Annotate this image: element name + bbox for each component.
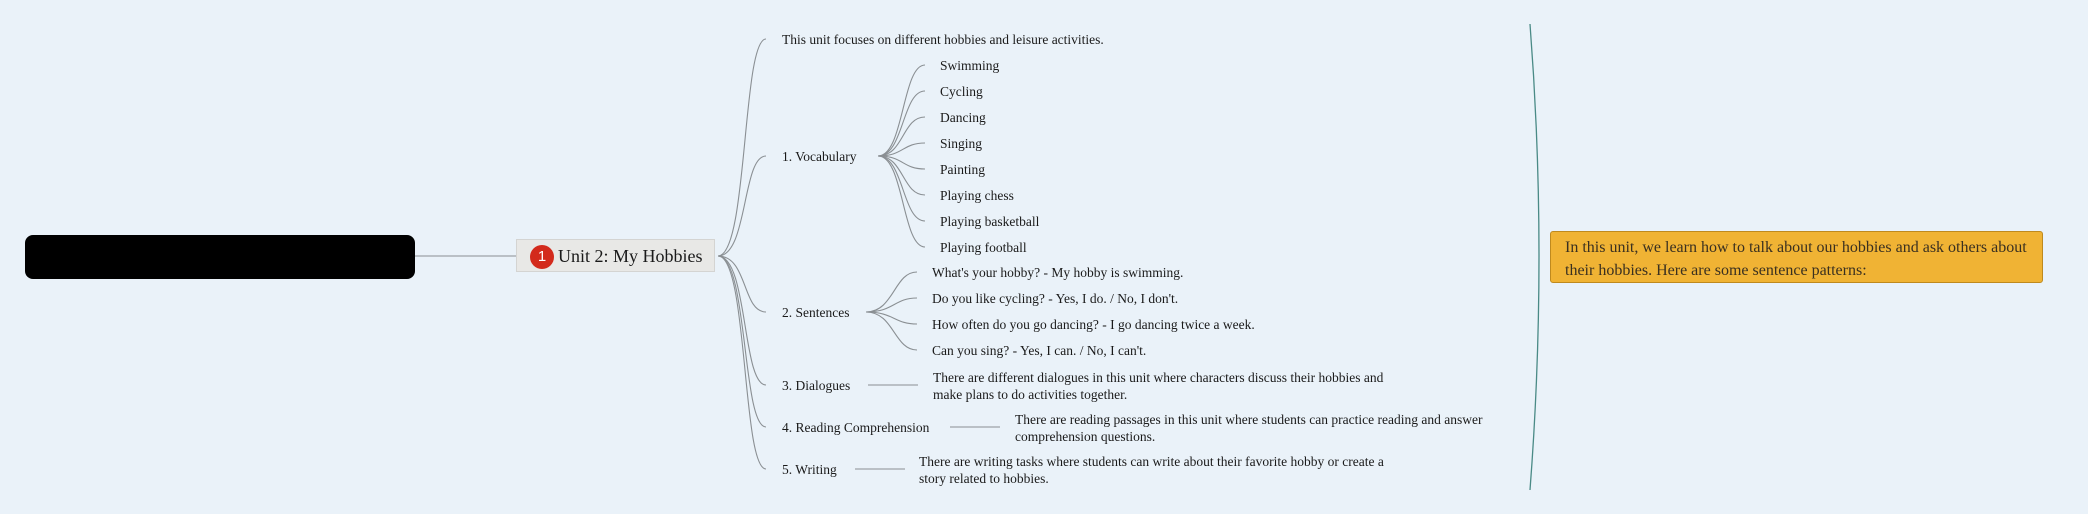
priority-badge: 1: [530, 245, 554, 269]
vocabulary-topic[interactable]: 1. Vocabulary: [782, 149, 857, 164]
sentence-item[interactable]: Do you like cycling? - Yes, I do. / No, I don't.: [932, 291, 1179, 306]
vocab-item[interactable]: Cycling: [940, 84, 983, 99]
writing-topic[interactable]: 5. Writing: [782, 462, 837, 477]
connector: [878, 91, 925, 156]
dialogues-topic[interactable]: 3. Dialogues: [782, 378, 851, 393]
intro-topic[interactable]: This unit focuses on different hobbies and leisure activities.: [782, 32, 1104, 47]
central-topic-title: Unit 2: My Hobbies: [558, 246, 703, 266]
connector: [878, 156, 925, 221]
summary-bracket: [1530, 24, 1539, 490]
summary-text: In this unit, we learn how to talk about our hobbies and ask others about their hobbies. Here are some sentence patterns:: [1565, 239, 2027, 279]
vocab-item[interactable]: Dancing: [940, 110, 986, 125]
reading-topic[interactable]: 4. Reading Comprehension: [782, 420, 930, 435]
vocab-item[interactable]: Swimming: [940, 58, 1000, 73]
writing-detail[interactable]: There are writing tasks where students can write about their favorite hobby or create a story related to hobbies.: [919, 454, 1384, 486]
connector: [866, 312, 917, 324]
reading-detail[interactable]: There are reading passages in this unit where students can practice reading and answer comprehension questions.: [1015, 412, 1483, 444]
vocab-item[interactable]: Playing football: [940, 240, 1027, 255]
connector: [718, 256, 766, 469]
connector: [878, 65, 925, 156]
connector: [718, 39, 766, 256]
dialogues-detail[interactable]: There are different dialogues in this unit where characters discuss their hobbies and make plans to do activities together.: [933, 370, 1384, 402]
vocab-item[interactable]: Playing chess: [940, 188, 1014, 203]
connector: [866, 298, 917, 312]
summary-topic[interactable]: [1550, 231, 2043, 283]
connector: [718, 256, 766, 312]
central-topic[interactable]: [516, 239, 715, 272]
sentence-item[interactable]: What's your hobby? - My hobby is swimming.: [932, 265, 1184, 280]
vocab-item[interactable]: Playing basketball: [940, 214, 1040, 229]
root-node[interactable]: [25, 235, 415, 279]
vocab-item[interactable]: Singing: [940, 136, 983, 151]
sentences-topic[interactable]: 2. Sentences: [782, 305, 850, 320]
sentence-item[interactable]: Can you sing? - Yes, I can. / No, I can't.: [932, 343, 1147, 358]
connector: [878, 156, 925, 247]
sentence-item[interactable]: How often do you go dancing? - I go dancing twice a week.: [932, 317, 1255, 332]
vocab-item[interactable]: Painting: [940, 162, 986, 177]
